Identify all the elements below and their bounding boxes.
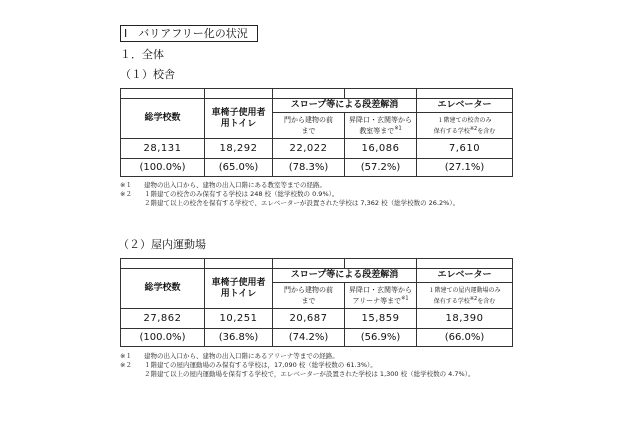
indoor-gym-table	[120, 258, 513, 347]
header-total-schools: 総学校数	[121, 99, 205, 139]
percent-row	[121, 159, 513, 177]
footnote-mark: ※２	[120, 361, 132, 369]
header-gate-to-building: 門から建物の前 まで	[273, 283, 345, 309]
count-cell: 18,292	[205, 139, 273, 159]
school-building-table	[120, 88, 513, 177]
footnote-mark: ※1	[394, 125, 402, 132]
header-entrance-to-arena: 昇降口・玄関等から アリーナ等まで$^{※1}$	[345, 283, 417, 309]
count-cell: 28,131	[121, 139, 205, 159]
count-cell: 16,086	[345, 139, 417, 159]
footnote-text: １階建ての屋内運動場のみ保有する学校は，17,090 校（総学校数の 61.3%）。	[144, 361, 377, 369]
count-cell: 27,862	[121, 309, 205, 329]
school-building-heading: （１）校舎	[120, 68, 175, 81]
header-row-top	[121, 259, 513, 269]
percent-cell: (57.2%)	[345, 159, 417, 177]
header-slope: スロープ等による段差解消	[273, 99, 417, 113]
footnote	[120, 190, 459, 199]
footnote-mark: ※１	[120, 181, 132, 189]
count-cell: 15,859	[345, 309, 417, 329]
percent-cell: (66.0%)	[417, 329, 513, 347]
header-wheelchair-toilet: 車椅子使用者 用トイレ	[205, 99, 273, 139]
footnote-text: １階建ての校舎のみ保有する学校は 248 校（総学校数の 0.9%）。	[144, 190, 339, 198]
header-gate-to-building: 門から建物の前 まで	[273, 113, 345, 139]
header-spacer	[417, 89, 513, 99]
percent-cell: (65.0%)	[205, 159, 273, 177]
percent-cell: (36.8%)	[205, 329, 273, 347]
header-slope: スロープ等による段差解消	[273, 269, 417, 283]
count-row	[121, 139, 513, 159]
count-cell: 7,610	[417, 139, 513, 159]
footnote-text: 建物の出入口から、建物の出入口階にある教室等までの経路。	[144, 181, 326, 189]
footnote	[120, 370, 474, 379]
percent-row	[121, 329, 513, 347]
header-entrance-to-classroom: 昇降口・玄関等から 教室等まで$^{※1}$	[345, 113, 417, 139]
count-cell: 10,251	[205, 309, 273, 329]
footnote-mark: ※2	[469, 295, 478, 302]
percent-cell: (74.2%)	[273, 329, 345, 347]
percent-cell: (56.9%)	[345, 329, 417, 347]
footnote-mark: ※２	[120, 190, 132, 198]
count-cell: 22,022	[273, 139, 345, 159]
header-total-schools: 総学校数	[121, 269, 205, 309]
header-spacer	[345, 259, 417, 269]
footnote	[120, 361, 474, 370]
header-spacer	[345, 89, 417, 99]
percent-cell: (100.0%)	[121, 159, 205, 177]
percent-cell: (78.3%)	[273, 159, 345, 177]
footnote	[120, 181, 459, 190]
count-cell: 18,390	[417, 309, 513, 329]
indoor-gym-heading: （２）屋内運動場	[118, 238, 206, 251]
header-elevator: エレベーター	[417, 99, 513, 113]
header-wheelchair-toilet: 車椅子使用者 用トイレ	[205, 269, 273, 309]
header-row-main	[121, 99, 513, 113]
footnote-mark: ※1	[401, 295, 409, 302]
count-cell: 20,687	[273, 309, 345, 329]
footnote	[120, 352, 474, 361]
percent-cell: (100.0%)	[121, 329, 205, 347]
count-row	[121, 309, 513, 329]
header-row-top	[121, 89, 513, 99]
header-elevator: エレベーター	[417, 269, 513, 283]
overall-heading: １．全体	[120, 48, 164, 61]
footnote-mark: ※１	[120, 352, 132, 360]
footnote-text: 建物の出入口から、建物の出入口階にあるアリーナ等までの経路。	[144, 352, 339, 360]
header-elevator-note: １階建ての校舎のみ 保有する学校$^{※2}$を含む	[417, 113, 513, 139]
header-spacer	[121, 259, 205, 269]
header-spacer	[273, 89, 345, 99]
header-spacer	[417, 259, 513, 269]
section-title: Ⅰ バリアフリー化の状況	[120, 25, 258, 42]
footnote-text: ２階建て以上の屋内運動場を保有する学校で，エレベーターが設置された学校は 1,300 校（総学校数の 4.7%）。	[144, 370, 475, 378]
footnote-text: ２階建て以上の校舎を保有する学校で、エレベーターが設置された学校は 7,362 校（総学校数の 26.2%）。	[144, 199, 460, 207]
indoor-gym-notes	[120, 352, 474, 379]
header-spacer	[205, 259, 273, 269]
header-spacer	[121, 89, 205, 99]
percent-cell: (27.1%)	[417, 159, 513, 177]
header-spacer	[273, 259, 345, 269]
school-building-notes	[120, 181, 459, 208]
header-elevator-note: １階建ての屋内運動場のみ 保有する学校$^{※2}$を含む	[417, 283, 513, 309]
header-row-main	[121, 269, 513, 283]
header-spacer	[205, 89, 273, 99]
footnote	[120, 199, 459, 208]
footnote-mark: ※2	[469, 125, 478, 132]
